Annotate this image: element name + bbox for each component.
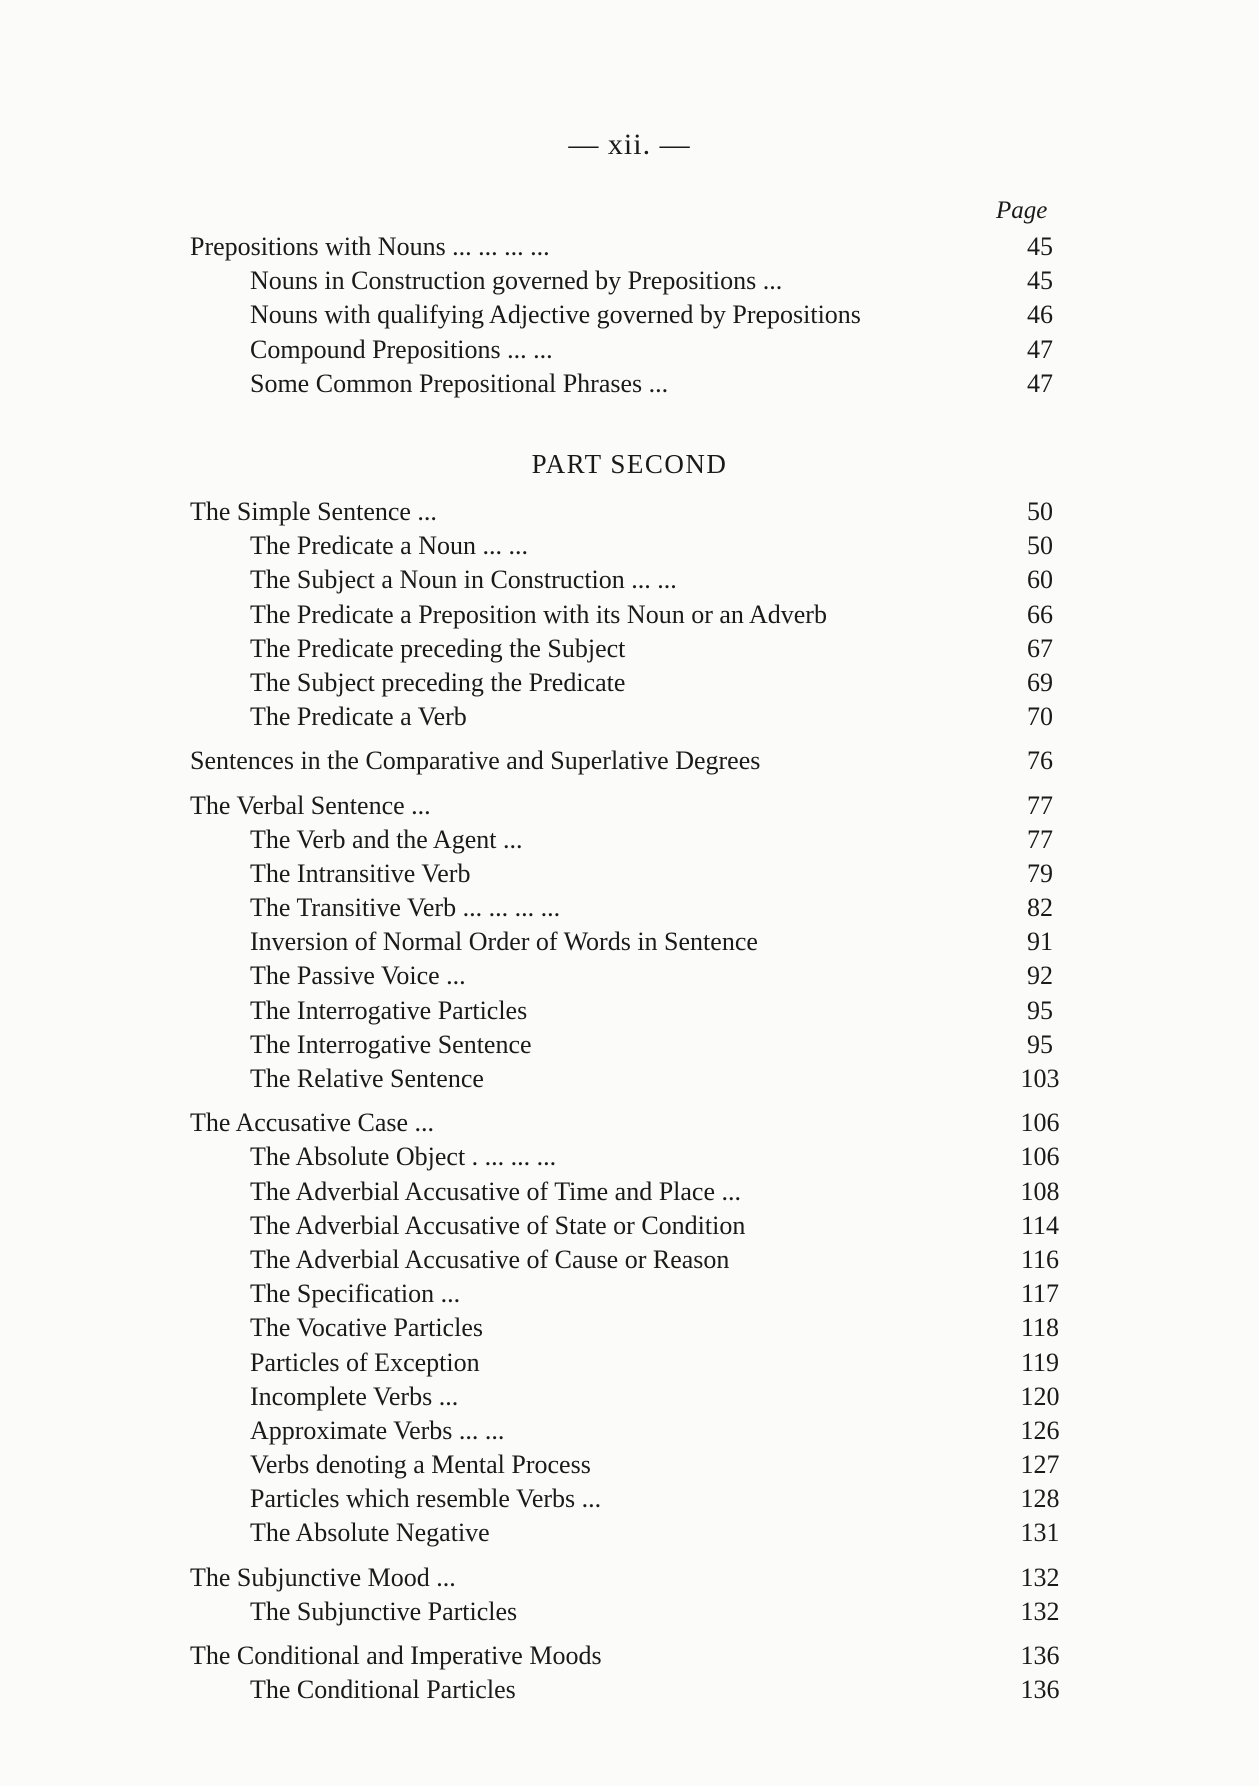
toc-entry-title: The Adverbial Accusative of Cause or Reason bbox=[250, 1244, 730, 1274]
toc-entry-title: The Intransitive Verb bbox=[250, 858, 471, 888]
toc-entry-title: The Adverbial Accusative of Time and Place ... bbox=[250, 1176, 742, 1206]
toc-entry-title: The Subjunctive Mood ... bbox=[190, 1562, 456, 1592]
toc-entry-title: The Passive Voice ... bbox=[250, 961, 466, 991]
toc-section-prepositions bbox=[190, 230, 1070, 401]
toc-entry-page: 79 bbox=[1027, 858, 1053, 888]
toc-entry bbox=[190, 1106, 1070, 1140]
toc-entry-page: 95 bbox=[1027, 995, 1053, 1025]
toc-entry bbox=[190, 1561, 1070, 1595]
toc-entry-title: Particles of Exception bbox=[250, 1347, 480, 1377]
toc-entry-page: 136 bbox=[1020, 1641, 1060, 1670]
part-heading: PART SECOND bbox=[531, 449, 728, 479]
section-gap bbox=[190, 734, 1070, 744]
toc-entry-title: The Subject preceding the Predicate bbox=[250, 667, 626, 697]
toc-entry-page: 116 bbox=[1020, 1244, 1060, 1274]
toc-subentry bbox=[190, 1595, 1070, 1629]
toc-entry-title: The Adverbial Accusative of State or Condition bbox=[250, 1210, 746, 1240]
toc-subentry bbox=[190, 994, 1070, 1028]
toc-entry-page: 128 bbox=[1020, 1484, 1060, 1514]
toc-subentry bbox=[190, 1673, 1070, 1707]
toc-entry-page: 70 bbox=[1027, 702, 1053, 732]
toc-entry-page: 136 bbox=[1020, 1675, 1060, 1705]
toc-entry-title: The Verb and the Agent ... bbox=[250, 824, 523, 854]
toc-subentry bbox=[190, 1175, 1070, 1209]
section-gap bbox=[190, 1629, 1070, 1639]
toc-subentry bbox=[190, 1448, 1070, 1482]
section-gap bbox=[190, 1551, 1070, 1561]
toc-entry-title: The Interrogative Sentence bbox=[250, 1029, 532, 1059]
toc-entry-page: 45 bbox=[1027, 266, 1053, 296]
toc-entry bbox=[190, 744, 1070, 778]
toc-entry-page: 118 bbox=[1020, 1313, 1060, 1343]
toc-subentry bbox=[190, 298, 1070, 332]
toc-entry-page: 47 bbox=[1027, 368, 1053, 398]
toc-entry-page: 131 bbox=[1020, 1518, 1060, 1548]
toc-entry-page: 66 bbox=[1027, 599, 1053, 629]
toc-entry-page: 69 bbox=[1027, 667, 1053, 697]
toc-subentry bbox=[190, 959, 1070, 993]
toc-entry-title: Inversion of Normal Order of Words in Sentence bbox=[250, 927, 758, 957]
toc-entry-title: Verbs denoting a Mental Process bbox=[250, 1450, 591, 1480]
toc-entry-page: 126 bbox=[1020, 1415, 1060, 1445]
toc-entry-title: The Specification ... bbox=[250, 1279, 461, 1309]
toc-subentry bbox=[190, 857, 1070, 891]
toc-subentry bbox=[190, 632, 1070, 666]
toc-subentry bbox=[190, 563, 1070, 597]
toc-subentry bbox=[190, 1516, 1070, 1550]
toc-subentry bbox=[190, 1380, 1070, 1414]
toc-entry-title: The Conditional Particles bbox=[250, 1675, 516, 1705]
toc-subentry bbox=[190, 1028, 1070, 1062]
toc-entry-title: The Vocative Particles bbox=[250, 1313, 483, 1343]
toc-entry-page: 95 bbox=[1027, 1029, 1053, 1059]
toc-subentry bbox=[190, 1277, 1070, 1311]
toc-entry-page: 50 bbox=[1027, 497, 1053, 526]
toc-entry-title: The Absolute Negative bbox=[250, 1518, 490, 1548]
toc-subentry bbox=[190, 529, 1070, 563]
toc-entry bbox=[190, 789, 1070, 823]
toc-subentry bbox=[190, 367, 1070, 401]
toc-subentry bbox=[190, 1311, 1070, 1345]
toc-subentry bbox=[190, 891, 1070, 925]
toc-entry-page: 50 bbox=[1027, 531, 1053, 561]
toc-entry bbox=[190, 1639, 1070, 1673]
toc-entry-page: 106 bbox=[1020, 1142, 1060, 1172]
toc-entry-page: 103 bbox=[1020, 1064, 1060, 1093]
toc-entry-title: The Simple Sentence ... bbox=[190, 497, 437, 526]
toc-entry-title: Approximate Verbs ... ... bbox=[250, 1415, 505, 1445]
toc-subentry bbox=[190, 823, 1070, 857]
toc-entry-page: 108 bbox=[1020, 1176, 1060, 1206]
toc-entry-title: Prepositions with Nouns ... ... ... ... bbox=[190, 232, 550, 261]
toc-entry-page: 114 bbox=[1020, 1210, 1060, 1240]
toc-entry-page: 117 bbox=[1020, 1279, 1060, 1309]
toc-entry-title: The Conditional and Imperative Moods bbox=[190, 1641, 602, 1670]
toc-entry-page: 92 bbox=[1027, 961, 1053, 991]
toc-entry-page: 132 bbox=[1020, 1562, 1060, 1592]
toc-entry-title: The Predicate a Preposition with its Noun or an Adverb bbox=[250, 599, 827, 629]
toc-entry bbox=[190, 230, 1070, 264]
toc-entry-title: The Subjunctive Particles bbox=[250, 1596, 518, 1626]
toc-entry-page: 106 bbox=[1020, 1108, 1060, 1138]
toc-entry-page: 127 bbox=[1020, 1450, 1060, 1480]
toc-entry-page: 67 bbox=[1027, 633, 1053, 663]
toc-entry-title: The Relative Sentence bbox=[250, 1064, 484, 1093]
toc-entry-page: 45 bbox=[1027, 232, 1053, 261]
toc-entry-title: The Interrogative Particles bbox=[250, 995, 528, 1025]
toc-subentry bbox=[190, 700, 1070, 734]
toc-entry-title: The Predicate a Verb bbox=[250, 702, 467, 732]
toc-entry-title: Compound Prepositions ... ... bbox=[250, 334, 553, 364]
toc-subentry bbox=[190, 1243, 1070, 1277]
toc-entry-page: 120 bbox=[1020, 1381, 1060, 1411]
toc-section-part-second bbox=[190, 495, 1070, 1707]
toc-subentry bbox=[190, 1346, 1070, 1380]
page-number: — xii. — bbox=[568, 128, 691, 161]
toc-subentry bbox=[190, 1062, 1070, 1096]
toc-subentry bbox=[190, 1482, 1070, 1516]
toc-entry-page: 77 bbox=[1027, 790, 1053, 820]
toc-entry-title: The Accusative Case ... bbox=[190, 1108, 435, 1138]
toc-entry-page: 82 bbox=[1027, 893, 1053, 923]
section-gap bbox=[190, 779, 1070, 789]
toc-entry bbox=[190, 495, 1070, 529]
toc-entry-title: The Subject a Noun in Construction ... ... bbox=[250, 565, 677, 595]
page-column-label: Page bbox=[996, 197, 1048, 224]
toc-entry-page: 46 bbox=[1027, 300, 1053, 330]
toc-subentry bbox=[190, 598, 1070, 632]
toc-entry-title: The Absolute Object . ... ... ... bbox=[250, 1142, 557, 1172]
toc-entry-title: Incomplete Verbs ... bbox=[250, 1381, 459, 1411]
toc-entry-title: Particles which resemble Verbs ... bbox=[250, 1484, 602, 1514]
toc-entry-page: 47 bbox=[1027, 334, 1053, 364]
toc-entry-title: Some Common Prepositional Phrases ... bbox=[250, 368, 669, 398]
toc-entry-title: The Predicate preceding the Subject bbox=[250, 633, 626, 663]
toc-subentry bbox=[190, 333, 1070, 367]
toc-entry-title: The Verbal Sentence ... bbox=[190, 790, 431, 820]
toc-entry-page: 77 bbox=[1027, 824, 1053, 854]
toc-subentry bbox=[190, 925, 1070, 959]
toc-subentry bbox=[190, 1209, 1070, 1243]
toc-entry-title: Nouns in Construction governed by Prepositions ... bbox=[250, 266, 783, 296]
toc-subentry bbox=[190, 666, 1070, 700]
toc-entry-page: 60 bbox=[1027, 565, 1053, 595]
toc-entry-page: 132 bbox=[1020, 1596, 1060, 1626]
toc-subentry bbox=[190, 264, 1070, 298]
toc-entry-page: 91 bbox=[1027, 927, 1053, 957]
toc-entry-title: The Predicate a Noun ... ... bbox=[250, 531, 528, 561]
toc-entry-title: Nouns with qualifying Adjective governed by Prepositions bbox=[250, 300, 861, 330]
toc-subentry bbox=[190, 1414, 1070, 1448]
toc-entry-page: 76 bbox=[1027, 746, 1053, 776]
toc-entry-title: The Transitive Verb ... ... ... ... bbox=[250, 893, 561, 923]
toc-entry-title: Sentences in the Comparative and Superlative Degrees bbox=[190, 746, 761, 776]
section-gap bbox=[190, 1096, 1070, 1106]
toc-subentry bbox=[190, 1140, 1070, 1174]
toc-entry-page: 119 bbox=[1020, 1347, 1060, 1377]
